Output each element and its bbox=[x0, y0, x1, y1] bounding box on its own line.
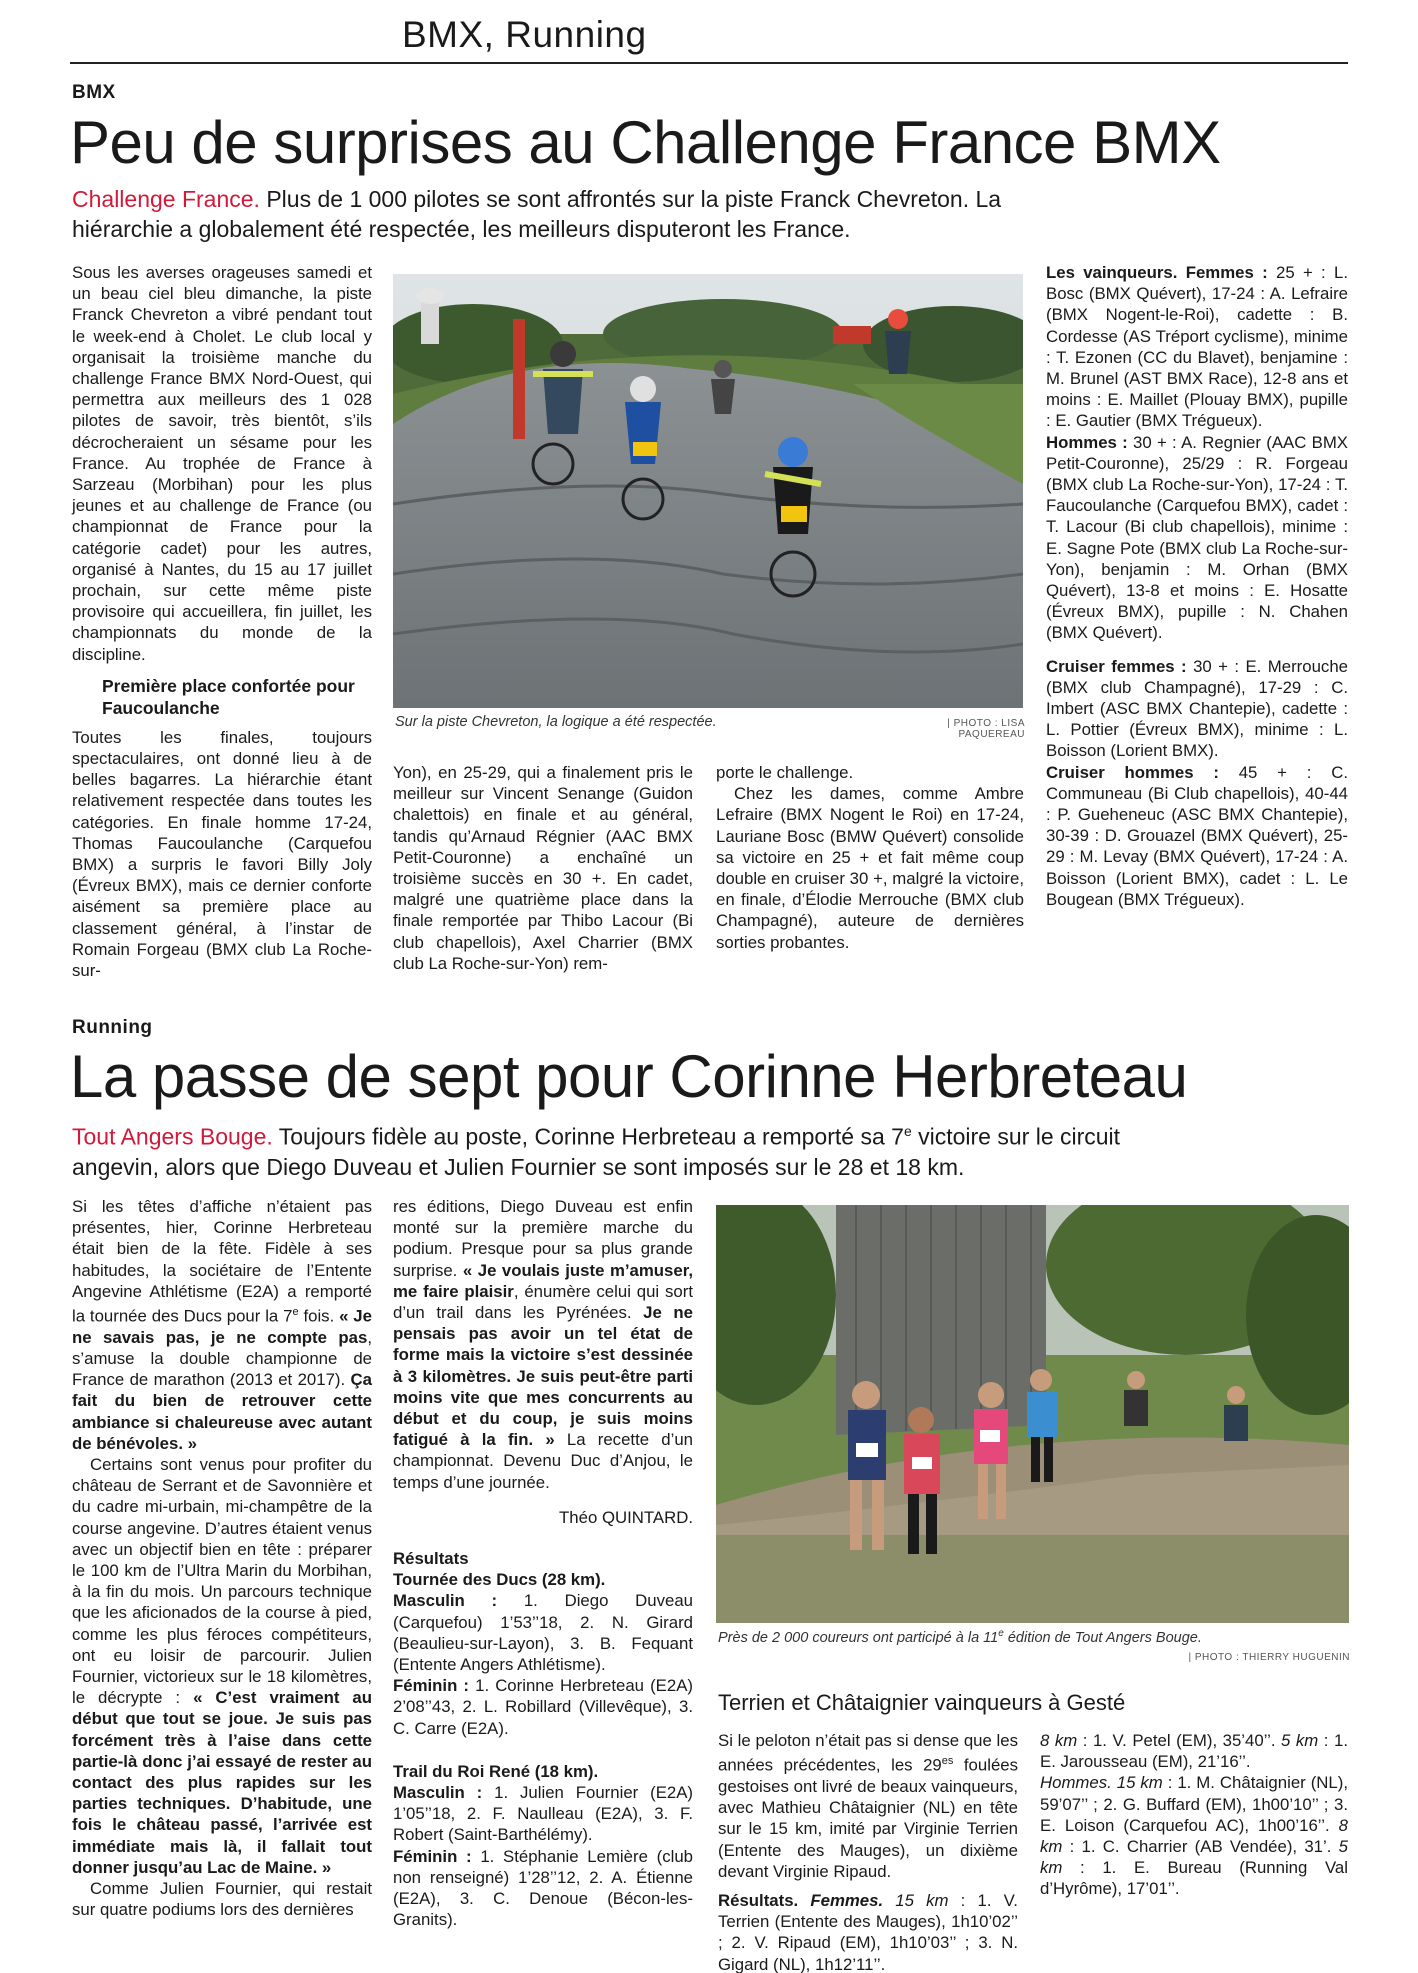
distance: 8 km bbox=[1040, 1815, 1348, 1857]
text: , s’amuse la double championne de France de marathon (2013 et 2017). bbox=[72, 1327, 372, 1390]
rider-4 bbox=[885, 309, 911, 374]
results-line bbox=[393, 1590, 693, 1675]
results-line bbox=[393, 1782, 693, 1846]
distance: 15 km bbox=[1111, 1773, 1163, 1793]
results-label: Masculin : bbox=[393, 1783, 483, 1803]
running-column-2 bbox=[393, 1196, 693, 1931]
bmx-paragraph: Chez les dames, comme Ambre Lefraire (BMX Nogent le Roi) en 17-24, Lauriane Bosc (BMW Quévert) consolide sa victoire en 25 + et fait même coup double en cruiser 30 +, malgré la victoire, en finale, d’Élodie Merrouche (BMX club Champagné), auteure de dernières sorties probantes. bbox=[716, 784, 1024, 952]
results-text: 30 + : A. Regnier (AAC BMX Petit-Couronne), 25/29 : R. Forgeau (BMX club La Roche-sur-Yon), 17-24 : T. Faucoulanche (Carquefou BMX), cadet : T. Lacour (Bi club chapellois), minime : E. Sagne Pote (BMX club La Roche-sur-Yon), benjamin : M. Orhan (BMX Quévert), 13-8 et moins : E. Hosatte (Évreux BMX), pupille : N. Chahen (BMX Quévert). bbox=[1046, 432, 1348, 643]
box-paragraph bbox=[718, 1730, 1018, 1882]
results-label: Cruiser femmes : bbox=[1046, 656, 1187, 676]
distance: 8 km bbox=[1040, 1731, 1078, 1750]
text: , énumère celui qui sort d’un trail dans les Pyrénées. bbox=[393, 1281, 693, 1323]
results-text: 45 + : C. Communeau (Bi Club chapellois), 40-44 : P. Gueheneuc (ASC BMX Chantepie), 30-39 : D. Grouazel (BMX Quévert), 25-29 : M. Levay (BMX Quévert), 17-24 : A. Boisson (Lorient BMX), cadet : L. Le Bougean (BMX Trégueux). bbox=[1046, 762, 1348, 909]
distance: 5 km bbox=[1281, 1731, 1319, 1750]
bmx-results-men bbox=[1046, 432, 1348, 644]
results-label: Féminin : bbox=[393, 1846, 472, 1866]
rider-5 bbox=[711, 360, 735, 414]
running-race-image bbox=[716, 1205, 1349, 1623]
bmx-column-2 bbox=[393, 762, 693, 974]
results-label: Les vainqueurs. Femmes : bbox=[1046, 263, 1268, 282]
box-title: Terrien et Châtaignier vainqueurs à Gesté bbox=[718, 1690, 1126, 1715]
running-standfirst-lead: Tout Angers Bouge. bbox=[72, 1123, 273, 1150]
bmx-headline: Peu de surprises au Challenge France BMX bbox=[70, 109, 1221, 176]
text: fois. bbox=[298, 1306, 340, 1326]
box-results-men bbox=[1040, 1772, 1348, 1899]
quote: « C’est vraiment au début que tout se joue. Je suis pas forcément très à l’aise dans cette partie-là donc j’ai essayé de rester au contact des plus rapides sur les parties techniques. D’habitude, une fois le château passé, l’arrivée est immédiate mais là, il fallait tout donner jusqu’au Lac de Maine. » bbox=[72, 1688, 372, 1877]
text: res éditions, Diego Duveau est enfin monté sur la première marche du podium. Presque pour sa plus grande surprise. bbox=[393, 1197, 693, 1280]
results-text: : 1. M. Châtaignier (NL), 59’07’’ ; 2. G. Buffard (EM), 1h00’10’’ ; 3. E. Loison (Carquefou AC), 1h00’16’’. bbox=[1040, 1773, 1348, 1835]
text: Si le peloton n’était pas si dense que les années précédentes, les 29 bbox=[718, 1731, 1018, 1775]
running-paragraph bbox=[72, 1454, 372, 1878]
runner-6 bbox=[1224, 1386, 1248, 1441]
results-text: : 1. C. Charrier (AB Vendée), 31’. bbox=[1062, 1837, 1339, 1857]
section-rubric: BMX, Running bbox=[402, 14, 647, 55]
running-standfirst bbox=[72, 1116, 1152, 1182]
results-text: 30 + : E. Merrouche (BMX club Champagné), 17-29 : C. Imbert (ASC BMX Chantepie), cadette : L. Pottier (Évreux BMX), minime : L. Boisson (Lorient BMX). bbox=[1046, 656, 1348, 761]
running-paragraph bbox=[72, 1196, 372, 1454]
results-line bbox=[393, 1846, 693, 1931]
running-results bbox=[393, 1548, 693, 1930]
quote: « Je voulais juste m’amuser, me faire plaisir bbox=[393, 1260, 693, 1301]
results-text: : 1. E. Jarousseau (EM), 21’16’’. bbox=[1040, 1731, 1348, 1772]
text: Certains sont venus pour profiter du château de Serrant et de Savonnière et du cadre mi-urbain, mi-champêtre de la course angevine. D’autres étaient venus avec un objectif bien en tête : préparer le 100 km de l’Ultra Marin du Morbihan, à la fin du mois. Un parcours technique que les aficionados de la course à pied, comme les plus féroces compétiteurs, ont eu loisir de parcourir. Julien Fournier, victorieux sur le 18 kilomètres, le décrypte : bbox=[72, 1455, 372, 1708]
running-photo bbox=[716, 1205, 1349, 1623]
text: Si les têtes d’affiche n’étaient pas présentes, hier, Corinne Herbreteau était bien de la fête. Fidèle à ses habitudes, la sociétaire de l’Entente Angevine Athlétisme (E2A) a remporté la tournée des Ducs pour la 7 bbox=[72, 1197, 372, 1326]
results-text: 25 + : L. Bosc (BMX Quévert), 17-24 : A. Lefraire (BMX Nogent-le-Roi), cadette : B. Cordesse (AS Tréport cyclisme), minime : T. Ezonen (CC du Blavet), benjamine : M. Brunel (AST BMX Race), 12-8 ans et moins : E. Maillet (Plouay BMX), pupille : E. Gautier (BMX Trégueux). bbox=[1046, 263, 1348, 431]
results-label: Cruiser hommes : bbox=[1046, 762, 1219, 782]
bmx-standfirst bbox=[72, 184, 1072, 244]
running-photo-caption bbox=[718, 1628, 1350, 1646]
bmx-column-1 bbox=[72, 262, 372, 981]
running-kicker: Running bbox=[72, 1017, 153, 1038]
bmx-results-women bbox=[1046, 262, 1348, 432]
superscript: e bbox=[903, 1123, 912, 1139]
bmx-photo bbox=[393, 274, 1023, 708]
results-label: Hommes : bbox=[1046, 432, 1128, 452]
results-subtitle: Tournée des Ducs (28 km). bbox=[393, 1570, 606, 1590]
text: La recette d’un championnat. Devenu Duc d’Anjou, le temps d’une journée. bbox=[393, 1430, 693, 1492]
running-paragraph: Comme Julien Fournier, qui restait sur quatre podiums lors des dernières bbox=[72, 1879, 372, 1920]
box-column-2 bbox=[1040, 1730, 1348, 1900]
running-paragraph bbox=[393, 1196, 693, 1493]
results-text: : 1. V. Terrien (Entente des Mauges), 1h10’02’’ ; 2. V. Ripaud (EM), 1h10’03’’ ; 3. N. Gigard (NL), 1h12’11’’. bbox=[718, 1891, 1018, 1973]
results-text: : 1. V. Petel (EM), 35’40’’. bbox=[1077, 1731, 1282, 1750]
running-column-1 bbox=[72, 1196, 372, 1921]
text: foulées gestoises ont livré de beaux vainqueurs, avec Mathieu Châtaignier (NL) en tête sur le 15 km, imité par Virginie Terrien (Entente des Mauges), un dixième devant Virginie Ripaud. bbox=[718, 1755, 1019, 1881]
results-label: Féminin : bbox=[393, 1676, 470, 1696]
superscript: e bbox=[998, 1628, 1004, 1639]
running-headline: La passe de sept pour Corinne Herbreteau bbox=[70, 1043, 1188, 1110]
bmx-paragraph: Sous les averses orageuses samedi et un beau ciel bleu dimanche, la piste Franck Chevreton a vibré pendant tout le week-end à Cholet. Le club local y organisait la troisième manche du challenge France BMX Nord-Ouest, qui permettra aux meilleurs des 1 028 pilotes de savoir, très bientôt, s’ils décrocheraient un sésame pour les France. Au trophée de France à Sarzeau (Morbihan) pour les plus jeunes et au challenge de France (ou championnat de France pour la catégorie cadet) pour les autres, organisé à Nantes, du 15 au 17 juillet prochain, sur cette même piste provisoire qui accueillera, fin juillet, les championnats du monde de la discipline. bbox=[72, 263, 372, 664]
results-label: Masculin : bbox=[393, 1591, 498, 1611]
bmx-race-image bbox=[393, 274, 1023, 708]
bmx-photo-caption: Sur la piste Chevreton, la logique a été respectée. bbox=[395, 714, 717, 730]
results-text: 1. Julien Fournier (E2A) 1’05’’18, 2. F. Naulleau (E2A), 3. F. Robert (Saint-Barthélémy). bbox=[393, 1783, 694, 1845]
box-column-1 bbox=[718, 1730, 1018, 1973]
bmx-results-cruiser-men bbox=[1046, 762, 1348, 910]
quote: Ça fait du bien de retrouver cette ambiance si chaleureuse avec autant de bénévoles. » bbox=[72, 1370, 372, 1453]
box-results-continued bbox=[1040, 1730, 1348, 1772]
distance: 15 km bbox=[883, 1891, 949, 1911]
bmx-paragraph: porte le challenge. bbox=[716, 763, 854, 782]
results-line bbox=[393, 1675, 693, 1739]
box-results-start bbox=[718, 1890, 1018, 1973]
results-text: 1. Corinne Herbreteau (E2A) 2’08’’43, 2. L. Robillard (Villevêque), 3. C. Carre (E2A). bbox=[393, 1676, 693, 1738]
bmx-standfirst-text: Plus de 1 000 pilotes se sont affrontés sur la piste Franck Chevreton. La hiérarchie a globalement été respectée, les meilleurs disputeront les France. bbox=[72, 186, 1002, 242]
header-rule bbox=[70, 62, 1348, 64]
quote: Je ne pensais pas avoir un tel état de forme mais la victoire s’est dessinée à 3 kilomètres. Je suis peut-être parti moins vite que mes concurrents au début et du coup, je suis moins fatigué à la fin. » bbox=[393, 1303, 693, 1450]
results-label: Hommes. bbox=[1040, 1773, 1112, 1793]
quote: « Je ne savais pas, je ne compte pas bbox=[72, 1306, 372, 1347]
results-text: 1. Diego Duveau (Carquefou) 1’53’’18, 2. N. Girard (Beaulieu-sur-Layon), 3. B. Fequant (Entente Angers Athlétisme). bbox=[393, 1591, 693, 1675]
byline: Théo QUINTARD. bbox=[559, 1507, 693, 1527]
results-title: Résultats bbox=[393, 1549, 469, 1569]
standfirst-text: victoire sur le circuit angevin, alors que Diego Duveau et Julien Fournier se sont imposés sur le 28 et 18 km. bbox=[72, 1123, 1121, 1180]
bmx-results-column bbox=[1046, 262, 1348, 910]
results-label: Résultats. bbox=[718, 1891, 799, 1911]
bmx-kicker: BMX bbox=[72, 82, 116, 103]
results-label: Femmes. bbox=[798, 1891, 884, 1911]
results-text: : 1. E. Bureau (Running Val d’Hyrôme), 17’01’’. bbox=[1040, 1858, 1348, 1899]
bmx-photo-credit: | PHOTO : LISA PAQUEREAU bbox=[947, 718, 1025, 740]
running-photo-credit: | PHOTO : THIERRY HUGUENIN bbox=[1188, 1652, 1350, 1663]
caption-text: édition de Tout Angers Bouge. bbox=[1003, 1629, 1202, 1646]
bmx-paragraph: Yon), en 25-29, qui a finalement pris le meilleur sur Vincent Senange (Guidon chalettois) en finale et au général, tandis qu’Arnaud Régnier (AAC BMX Petit-Couronne) a enchaîné un troisième succès en 30 +. En cadet, malgré une quatrième place dans la finale remportée par Thibo Lacour (Bi club chapellois), Axel Charrier (BMX club La Roche-sur-Yon) rem- bbox=[393, 763, 693, 973]
standfirst-text: Toujours fidèle au poste, Corinne Herbreteau a remporté sa 7 bbox=[272, 1123, 904, 1150]
results-text: 1. Stéphanie Lemière (club non renseigné) 1’28’’12, 2. A. Étienne (E2A), 3. C. Denoue (Bécon-les-Granits). bbox=[393, 1846, 693, 1930]
bmx-column-3 bbox=[716, 762, 1024, 953]
results-subtitle: Trail du Roi René (18 km). bbox=[393, 1761, 599, 1781]
bmx-paragraph: Toutes les finales, toujours spectaculaires, ont donné lieu à de belles bagarres. La hiérarchie étant relativement respectée dans toutes les catégories. En finale homme 17-24, Thomas Faucoulanche (Carquefou BMX) a surpris le favori Billy Joly (Évreux BMX), mais ce dernier conforte aisément sa première place au classement général, à l’instar de Romain Forgeau (BMX club La Roche-sur- bbox=[72, 727, 372, 981]
superscript: es bbox=[941, 1755, 954, 1768]
superscript: e bbox=[292, 1306, 299, 1319]
distance: 5 km bbox=[1040, 1837, 1348, 1878]
bmx-results-cruiser-women bbox=[1046, 656, 1348, 762]
runner-5 bbox=[1124, 1371, 1148, 1426]
bmx-subheading: Première place confortée pour Faucoulanche bbox=[102, 675, 355, 718]
bmx-standfirst-lead: Challenge France. bbox=[72, 186, 260, 212]
caption-text: Près de 2 000 coureurs ont participé à la 11 bbox=[718, 1629, 999, 1646]
